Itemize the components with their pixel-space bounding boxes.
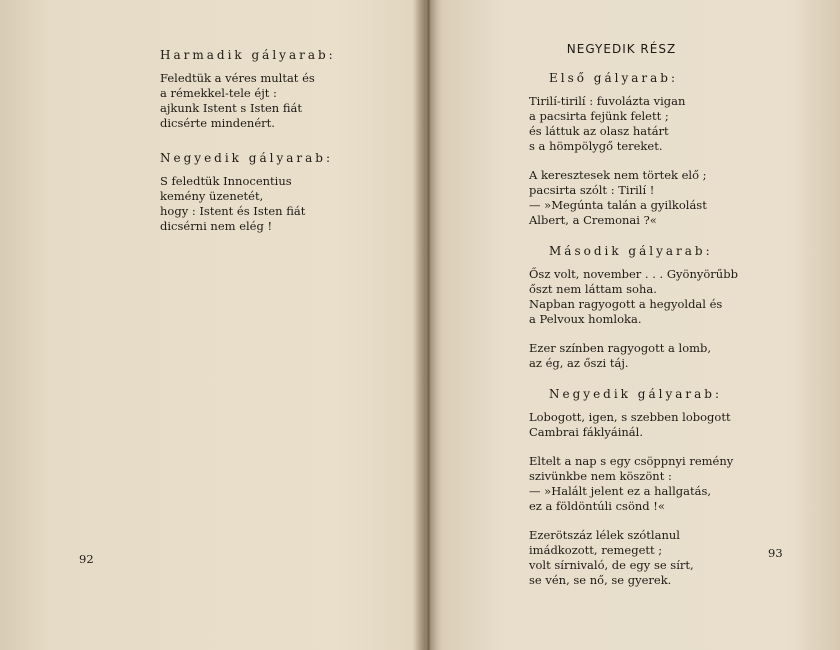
verse-line: — »Megúnta talán a gyilkolást — [529, 198, 707, 212]
verse-line: — »Halált jelent ez a hallgatás, — [529, 484, 712, 498]
stanza — [529, 454, 789, 514]
verse-line: az ég, az őszi táj. — [529, 356, 629, 370]
verse-line: őszt nem láttam soha. — [529, 282, 657, 296]
right-page — [430, 0, 840, 650]
speaker-heading: Negyedik gályarab: — [549, 387, 722, 401]
speaker-heading: Harmadik gályarab: — [160, 48, 336, 62]
verse-line: szivünkbe nem köszönt : — [529, 469, 672, 483]
verse-line: Ezer színben ragyogott a lomb, — [529, 341, 712, 355]
stanza — [160, 174, 400, 234]
verse-line: s a hömpölygő tereket. — [529, 139, 663, 153]
verse-line: ajkunk Istent s Isten fiát — [160, 101, 303, 115]
chapter-title: NEGYEDIK RÉSZ — [566, 42, 677, 56]
verse-line: hogy : Istent és Isten fiát — [160, 204, 306, 218]
verse-line: imádkozott, remegett ; — [529, 543, 663, 557]
verse-line: és láttuk az olasz határt — [529, 124, 669, 138]
stanza — [529, 267, 789, 327]
verse-line: a pacsirta fejünk felett ; — [529, 109, 669, 123]
verse-line: Lobogott, igen, s szebben lobogott — [529, 410, 731, 424]
verse-line: Ősz volt, november . . . Gyönyörűbb — [529, 267, 738, 281]
left-page-text — [160, 48, 400, 248]
verse-line: Ezerötszáz lélek szótlanul — [529, 528, 680, 542]
verse-line: volt sírnivaló, de egy se sírt, — [529, 558, 694, 572]
verse-line: dicsérte mindenért. — [160, 116, 275, 130]
verse-line: Cambrai fáklyáinál. — [529, 425, 643, 439]
verse-line: se vén, se nő, se gyerek. — [529, 573, 672, 587]
verse-line: a rémekkel-tele éjt : — [160, 86, 277, 100]
stanza — [529, 410, 789, 440]
speaker-heading: Első gályarab: — [549, 71, 679, 85]
verse-line: Tirilí-tirilí : fuvolázta vigan — [529, 94, 686, 108]
stanza — [529, 341, 789, 371]
verse-line: kemény üzenetét, — [160, 189, 264, 203]
verse-line: a Pelvoux homloka. — [529, 312, 642, 326]
page-number: 93 — [768, 546, 783, 560]
page-number: 92 — [79, 552, 94, 566]
verse-line: ez a földöntúli csönd !« — [529, 499, 665, 513]
speaker-heading: Negyedik gályarab: — [160, 151, 333, 165]
verse-line: dicsérni nem elég ! — [160, 219, 273, 233]
verse-line: S feledtük Innocentius — [160, 174, 292, 188]
verse-line: Albert, a Cremonai ?« — [529, 213, 657, 227]
stanza — [160, 71, 400, 131]
stanza — [529, 94, 789, 154]
stanza — [529, 168, 789, 228]
verse-line: pacsirta szólt : Tirilí ! — [529, 183, 655, 197]
verse-line: Eltelt a nap s egy csöppnyi remény — [529, 454, 734, 468]
stanza — [529, 528, 789, 588]
verse-line: Napban ragyogott a hegyoldal és — [529, 297, 723, 311]
speaker-heading: Második gályarab: — [549, 244, 713, 258]
right-page-text — [529, 42, 789, 602]
verse-line: Feledtük a véres multat és — [160, 71, 315, 85]
verse-line: A keresztesek nem törtek elő ; — [529, 168, 707, 182]
